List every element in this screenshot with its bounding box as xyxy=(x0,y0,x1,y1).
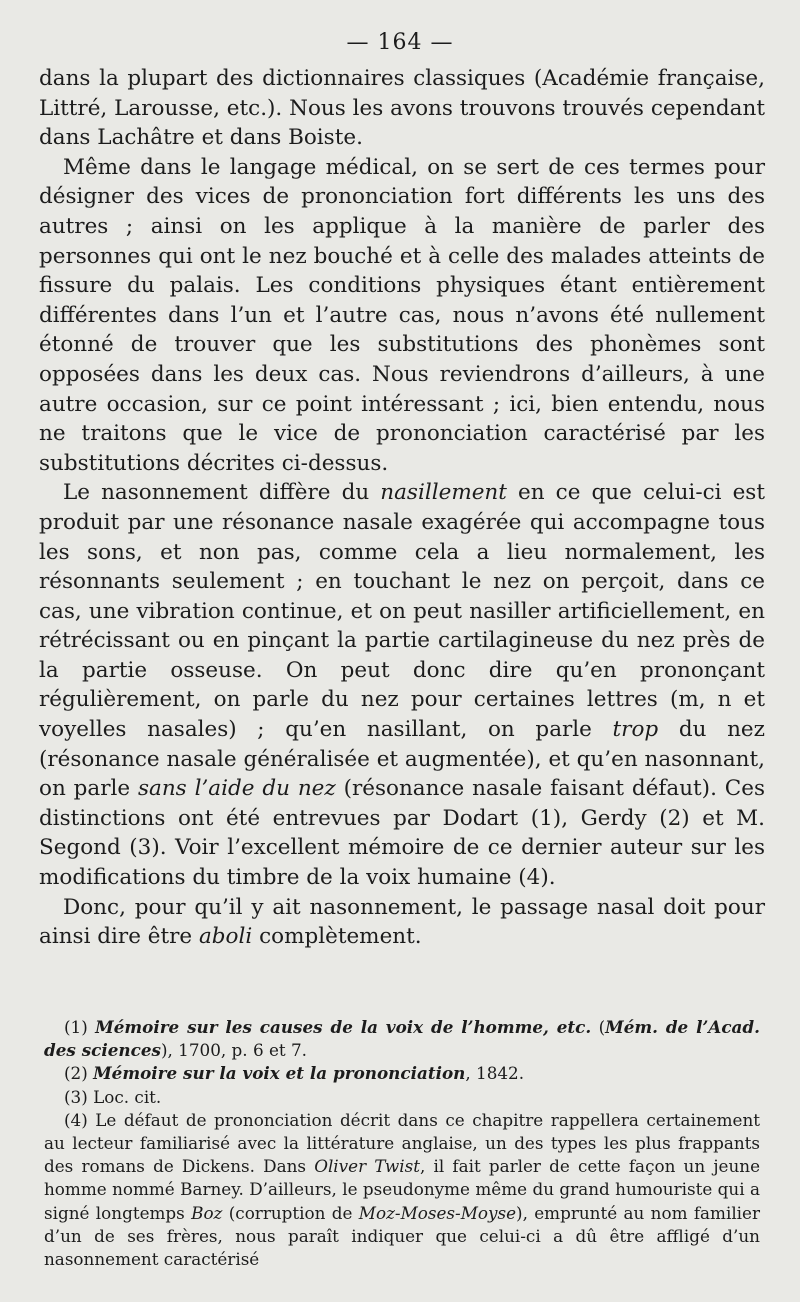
emphasis-text: Boz xyxy=(191,1202,223,1223)
footnote xyxy=(44,1086,760,1109)
text-run: (3) Loc. cit. xyxy=(64,1086,162,1107)
text-run: Donc, pour qu’il y ait nasonnement, le passage nasal doit pour ainsi dire être xyxy=(39,894,765,950)
emphasis-text: nasillement xyxy=(380,480,507,506)
paragraph xyxy=(39,478,765,892)
paragraph xyxy=(39,64,765,153)
paragraph xyxy=(39,893,765,952)
emphasis-text: Mémoire sur la voix et la prononciation xyxy=(93,1063,466,1084)
main-text xyxy=(39,64,765,952)
emphasis-text: sans l’aide du nez xyxy=(137,776,336,802)
text-run: ), 1700, p. 6 et 7. xyxy=(160,1040,308,1061)
text-run: , 1842. xyxy=(465,1063,525,1084)
emphasis-text: Mém. de l’Acad. des sciences xyxy=(44,1017,760,1061)
text-run: , il fait parler de cette façon un jeune homme nommé Barney. D’ailleurs, le pseudonyme même du grand humouriste qui a signé longtemps xyxy=(44,1156,760,1223)
text-run: complètement. xyxy=(252,924,422,950)
emphasis-text: Mémoire sur les causes de la voix de l’homme, etc. xyxy=(95,1017,592,1037)
paragraph xyxy=(39,153,765,479)
text-run: (2) xyxy=(64,1063,94,1084)
text-run: Même dans le langage médical, on se sert de ces termes pour désigner des vices de prononciation fort différents les uns des autres ; ainsi on les applique à la manière de parler des personnes qui ont le nez bouché et à celle des malades atteints de fissure du palais. Les conditions physiques étant entièrement différentes dans l’un et l’autre cas, nous n’avons été nullement étonné de trouver que les substitutions des phonèmes sont opposées dans les deux cas. Nous reviendrons d’ailleurs, à une autre occasion, sur ce point intéressant ; ici, bien entendu, nous ne traitons que le vice de prononciation caractérisé par les substitutions décrites ci-dessus. xyxy=(39,154,765,476)
text-run: du nez (résonance nasale généralisée et augmentée), et qu’en nasonnant, on parle xyxy=(39,717,765,802)
footnote xyxy=(44,1062,760,1085)
text-run: dans la plupart des dictionnaires classiques (Académie française, Littré, Larousse, etc.). Nous les avons trouvons trouvés cependant dans Lachâtre et dans Boiste. xyxy=(39,66,765,151)
text-run: en ce que celui-ci est produit par une résonance nasale exagérée qui accompagne tous les sons, et non pas, comme cela a lieu normalement, les résonnants seulement ; en touchant le nez on perçoit, dans ce cas, une vibration continue, et on peut nasiller artificiellement, en rétrécissant ou en pinçant la partie cartilagineuse du nez près de la partie osseuse. On peut donc dire qu’en prononçant régulièrement, on parle du nez pour certaines lettres (m, n et voyelles nasales) ; qu’en nasillant, on parle xyxy=(39,480,765,743)
text-run: (résonance nasale faisant défaut). Ces distinctions ont été entrevues par Dodart (1), Gerdy (2) et M. Segond (3). Voir l’excellent mémoire de ce dernier auteur sur les modifications du timbre de la voix humaine (4). xyxy=(39,776,765,891)
footnotes xyxy=(44,1016,760,1271)
text-run: (corruption de xyxy=(222,1202,359,1223)
text-run: ), emprunté au nom familier d’un de ses frères, nous paraît indiquer que celui-ci a dû être affligé d’un nasonnement caractérisé xyxy=(44,1202,761,1270)
text-run: Le nasonnement diffère du xyxy=(63,480,381,506)
footnote xyxy=(44,1016,760,1062)
emphasis-text: Oliver Twist xyxy=(314,1156,420,1177)
text-run: ( xyxy=(591,1017,606,1037)
emphasis-text: aboli xyxy=(198,924,253,950)
emphasis-text: Moz-Moses-Moyse xyxy=(358,1202,517,1223)
page-number: — 164 — xyxy=(346,30,454,55)
emphasis-text: trop xyxy=(612,717,659,743)
footnote xyxy=(44,1109,760,1271)
text-run: (1) xyxy=(64,1017,96,1037)
text-run: (4) Le défaut de prononciation décrit dans ce chapitre rappellera certainement au lecteur familiarisé avec la littérature anglaise, un des types les plus frappants des romans de Dickens. Dans xyxy=(44,1109,760,1177)
